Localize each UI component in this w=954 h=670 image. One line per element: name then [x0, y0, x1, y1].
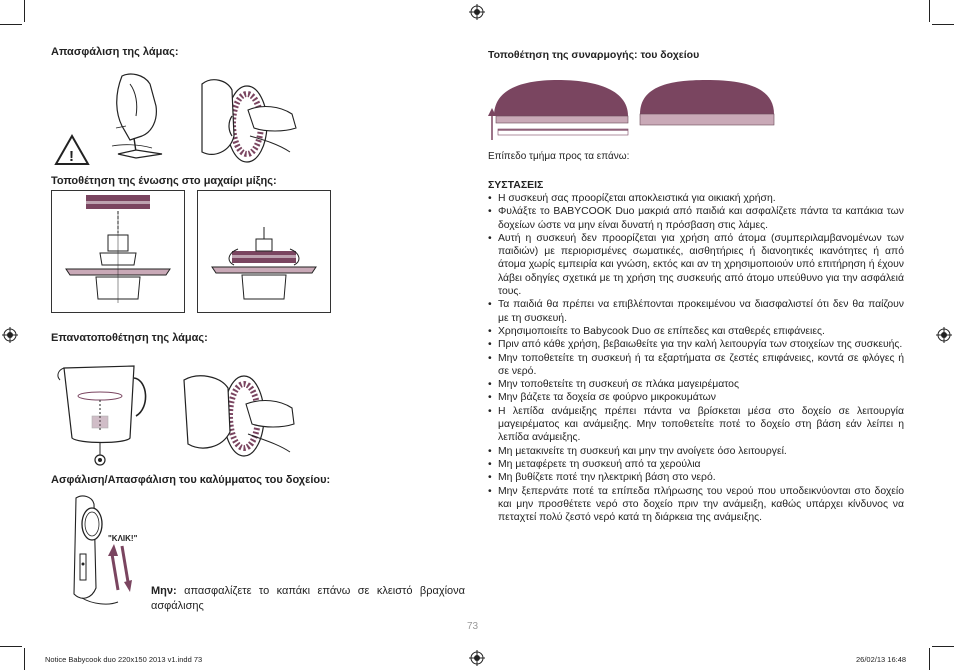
crop-mark — [932, 646, 954, 647]
crop-mark — [929, 0, 930, 22]
crop-mark — [24, 0, 25, 22]
crop-mark — [929, 648, 930, 670]
jar-cover-right — [640, 80, 774, 114]
recommendation-item: • Μην τοποθετείτε τη συσκευή ή τα εξαρτήματα σε ζεστές επιφάνειες, κοντά σε φλόγες ή σε νερό. — [488, 352, 904, 379]
up-down-arrows-icon — [108, 544, 132, 592]
recommendation-item: • Μην ξεπερνάτε ποτέ τα επίπεδα πλήρωσης του νερού που υποδεικνύονται στο δοχείο και μην προσθέτετε νερό στο δοχείο πριν την ανάμειξη, καθώς υπάρχει κίνδυνος να πεταχτεί πολύ ζεστό νερό κατά τη διάρκεια της ανάμειξης. — [488, 485, 904, 525]
recommendations-list — [488, 192, 904, 524]
blade-refit-illustration — [52, 352, 300, 470]
registration-mark-icon — [2, 327, 18, 343]
recommendation-item: • Μη μεταφέρετε τη συσκευή από τα χερούλια — [488, 458, 904, 471]
recommendation-item: • Μην τοποθετείτε τη συσκευή σε πλάκα μαγειρέματος — [488, 378, 904, 391]
flat-side-caption: Επίπεδο τμήμα προς τα επάνω: — [488, 151, 630, 162]
recommendation-item: • Μη βυθίζετε ποτέ την ηλεκτρική βάση στο νερό. — [488, 471, 904, 484]
recommendation-item: • Η λεπίδα ανάμειξης πρέπει πάντα να βρίσκεται μέσα στο δοχείο σε λειτουργία μαγειρέματος και ανάμειξης. Μην τοποθετείτε ποτέ το δοχείο στη βάση εάν λείπει η λεπίδα ανάμειξης. — [488, 405, 904, 445]
crop-mark — [0, 646, 22, 647]
section-title-lid-lock: Ασφάλιση/Απασφάλιση του καλύμματος του δοχείου: — [51, 474, 331, 486]
crop-mark — [24, 648, 25, 670]
mixer-step2-illustration — [198, 191, 330, 312]
crop-mark — [0, 24, 22, 25]
assembly-title: Τοποθέτηση της συναρμογής: του δοχείου — [488, 49, 700, 61]
recommendation-item: • Η συσκευή σας προορίζεται αποκλειστικά για οικιακή χρήση. — [488, 192, 904, 205]
section-title-refit-blade: Επανατοποθέτηση της λάμας: — [51, 332, 208, 344]
warning-triangle-icon — [56, 136, 88, 165]
recommendation-item: • Φυλάξτε το BABYCOOK Duo μακριά από παιδιά και ασφαλίζετε πάντα τα καπάκια των δοχείων ώστε να μην είναι δυνατή η πρόσβαση στις λάμες. — [488, 205, 904, 232]
registration-mark-icon — [469, 4, 485, 20]
recommendation-item: • Χρησιμοποιείτε το Babycook Duo σε επίπεδες και σταθερές επιφάνειες. — [488, 325, 904, 338]
recommendations-title: ΣΥΣΤΑΣΕΙΣ — [488, 179, 544, 191]
page-number: 73 — [467, 621, 479, 632]
footer-date: 26/02/13 16:48 — [856, 655, 907, 664]
lid-lock-illustration — [52, 494, 148, 610]
crop-mark — [932, 24, 954, 25]
warning-text: απασφαλίζετε το καπάκι επάνω σε κλειστό βραχίονα ασφάλισης — [151, 585, 466, 612]
recommendation-item: • Μην βάζετε τα δοχεία σε φούρνο μικροκυμάτων — [488, 391, 904, 404]
section-title-attach-mixer: Τοποθέτηση της ένωσης στο μαχαίρι μίξης: — [51, 175, 277, 187]
section-title-unlock-blade: Απασφάλιση της λάμας: — [51, 46, 179, 58]
mixer-step2-frame — [197, 190, 331, 313]
warning-note — [151, 584, 465, 614]
svg-text:!: ! — [69, 148, 74, 165]
warning-bold: Μην: — [151, 585, 177, 597]
blade-unlock-illustration — [52, 66, 300, 170]
click-label: "ΚΛΙΚ!" — [108, 534, 138, 543]
recommendation-item: • Τα παιδιά θα πρέπει να επιβλέπονται προκειμένου να διασφαλιστεί ότι δεν θα παίζουν με τη συσκευή. — [488, 298, 904, 325]
registration-mark-icon — [936, 327, 952, 343]
jar-cover-left — [494, 80, 628, 116]
recommendation-item: • Μη μετακινείτε τη συσκευή και μην την ανοίγετε όσο λειτουργεί. — [488, 445, 904, 458]
footer-file-info: Notice Babycook duo 220x150 2013 v1.indd 73 — [45, 655, 203, 664]
recommendation-item: • Αυτή η συσκευή δεν προορίζεται για χρήση από άτομα (συμπεριλαμβανομένων των παιδιών) με περιορισμένες σωματικές, αισθητήριες ή διανοητικές ικανότητες ή από άτομα χωρίς εμπειρία και γνώση, εκτός και αν τη χρησιμοποιούν υπό επιτήρηση ή έχουν λάβει οδηγίες σχετικά με τη χρήση της συσκευής από άτομο υπεύθυνο για την ασφάλειά τους. — [488, 232, 904, 298]
mixer-step1-frame — [51, 190, 185, 313]
mixer-step1-illustration — [52, 191, 184, 312]
gasket-illustration — [488, 72, 788, 142]
recommendation-item: • Πριν από κάθε χρήση, βεβαιωθείτε για την καλή λειτουργία των στοιχείων της συσκευής. — [488, 338, 904, 351]
registration-mark-icon — [469, 650, 485, 666]
